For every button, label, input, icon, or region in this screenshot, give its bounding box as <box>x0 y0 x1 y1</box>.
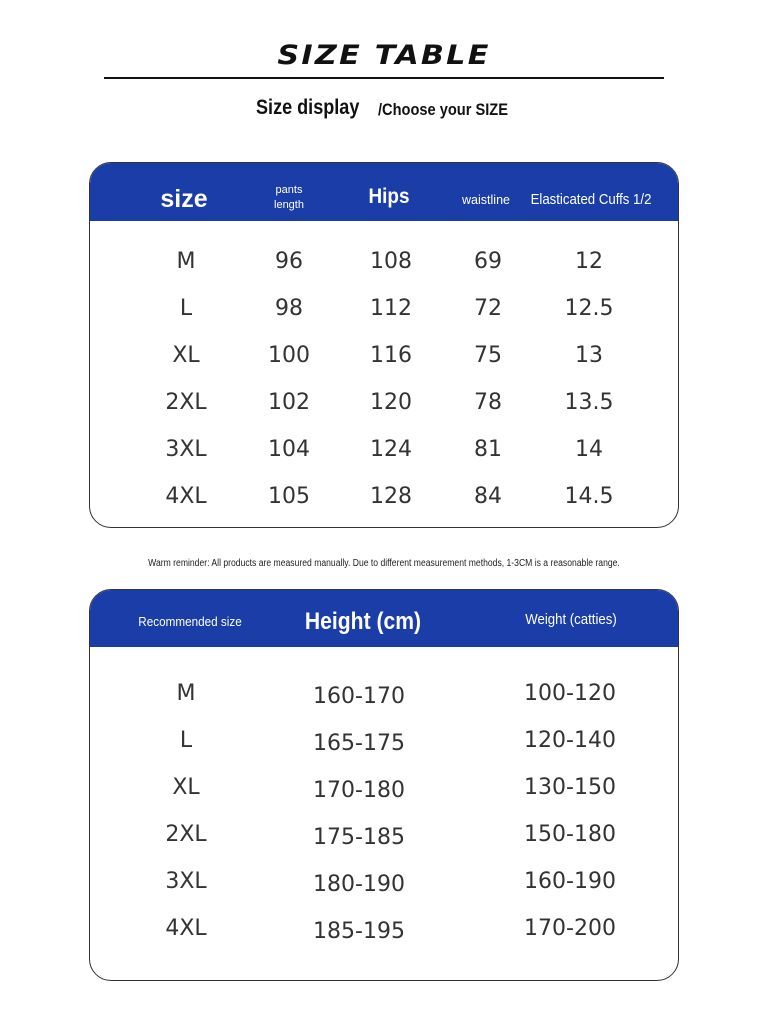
size-cell-pants-length: 102 <box>268 390 310 415</box>
size-cell-size: L <box>179 296 193 321</box>
size-cell-hips: 120 <box>370 390 412 415</box>
recommend-cell-height: 185-195 <box>313 919 405 944</box>
recommend-cell-height: 160-170 <box>313 684 405 709</box>
recommend-cell-size: 2XL <box>165 822 207 847</box>
size-cell-cuffs: 14 <box>575 437 603 462</box>
recommend-cell-weight: 150-180 <box>524 822 616 847</box>
header-weight: Weight (catties) <box>525 611 617 628</box>
header-pants-length-line2: length <box>274 199 304 211</box>
header-pants-length <box>274 183 304 213</box>
subtitle-sub: /Choose your SIZE <box>378 100 508 119</box>
size-cell-pants-length: 98 <box>275 296 303 321</box>
header-height: Height (cm) <box>304 608 422 635</box>
size-cell-hips: 124 <box>370 437 412 462</box>
size-cell-size: 2XL <box>165 390 207 415</box>
recommend-cell-weight: 120-140 <box>524 728 616 753</box>
recommend-cell-size: XL <box>172 775 200 800</box>
recommend-cell-weight: 170-200 <box>524 916 616 941</box>
size-cell-waistline: 72 <box>474 296 502 321</box>
recommend-cell-weight: 160-190 <box>524 869 616 894</box>
size-cell-size: 4XL <box>165 484 207 509</box>
size-cell-waistline: 84 <box>474 484 502 509</box>
recommend-cell-height: 170-180 <box>313 778 405 803</box>
recommend-cell-size: 4XL <box>165 916 207 941</box>
size-cell-pants-length: 105 <box>268 484 310 509</box>
size-cell-cuffs: 14.5 <box>564 484 614 509</box>
header-cuffs: Elasticated Cuffs 1/2 <box>530 191 652 208</box>
size-cell-cuffs: 13 <box>575 343 603 368</box>
subtitle-main: Size display <box>256 96 360 119</box>
header-hips: Hips <box>368 185 410 208</box>
size-cell-waistline: 78 <box>474 390 502 415</box>
recommend-cell-height: 180-190 <box>313 872 405 897</box>
size-cell-size: XL <box>172 343 200 368</box>
recommend-cell-weight: 130-150 <box>524 775 616 800</box>
recommend-cell-weight: 100-120 <box>524 681 616 706</box>
recommend-table <box>89 589 679 981</box>
title-divider <box>104 77 664 79</box>
recommend-table-header <box>90 590 678 647</box>
size-cell-pants-length: 100 <box>268 343 310 368</box>
page-title: SIZE TABLE <box>277 40 491 71</box>
header-waistline: waistline <box>462 193 510 207</box>
size-cell-cuffs: 12 <box>575 249 603 274</box>
header-pants-length-line1: pants <box>275 184 303 196</box>
size-table <box>89 162 679 528</box>
size-cell-hips: 116 <box>370 343 412 368</box>
header-recommended-size: Recommended size <box>138 614 242 629</box>
warm-reminder: Warm reminder: All products are measured manually. Due to different measurement methods, 1-3CM is a reasonable range. <box>148 558 620 569</box>
recommend-cell-size: 3XL <box>165 869 207 894</box>
size-cell-hips: 128 <box>370 484 412 509</box>
size-table-header <box>90 163 678 221</box>
size-cell-waistline: 81 <box>474 437 502 462</box>
recommend-cell-height: 165-175 <box>313 731 405 756</box>
size-cell-waistline: 69 <box>474 249 502 274</box>
size-cell-size: 3XL <box>165 437 207 462</box>
recommend-cell-size: L <box>179 728 193 753</box>
size-cell-pants-length: 104 <box>268 437 310 462</box>
header-size: size <box>160 185 208 213</box>
recommend-cell-size: M <box>176 681 196 706</box>
size-cell-cuffs: 12.5 <box>564 296 614 321</box>
size-cell-cuffs: 13.5 <box>564 390 614 415</box>
size-cell-pants-length: 96 <box>275 249 303 274</box>
size-cell-hips: 112 <box>370 296 412 321</box>
size-cell-hips: 108 <box>370 249 412 274</box>
size-cell-waistline: 75 <box>474 343 502 368</box>
subtitle <box>0 94 768 124</box>
size-cell-size: M <box>176 249 196 274</box>
recommend-cell-height: 175-185 <box>313 825 405 850</box>
